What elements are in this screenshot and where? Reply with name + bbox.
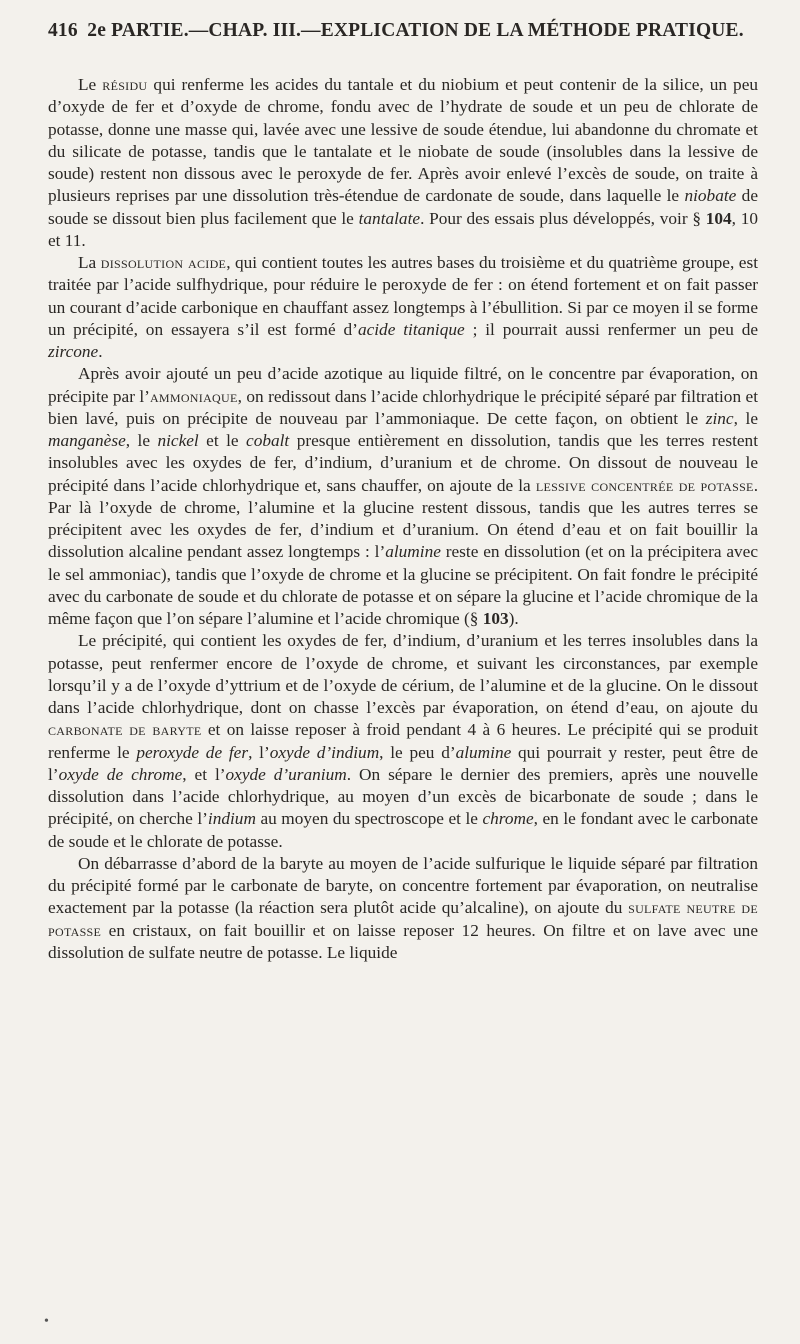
emphasis-text: chrome [482,809,534,829]
emphasis-text: zinc [705,408,734,428]
text-run: . Pour des essais plus développés, voir § [420,208,706,228]
text-run: et le [198,431,247,450]
emphasis-text: oxyde d’indium [269,742,380,762]
emphasis-text: résidu [102,75,148,94]
text-run: presque entièrement en dissolution, tandis que les terres restent insolubles avec les oxydes de fer, d’indium, d’uranium et de chrome. On dissout de nouveau le précipité dans l’acide chlorhydrique et, sans chauffer, on ajoute de la [48,431,758,495]
text-run: qui pourrait y rester, peut être de l’ [48,742,758,784]
text-run: , le peu d’ [379,742,456,762]
text-run: qui renferme les acides du tantale et du niobium et peut contenir de la silice, un peu d’oxyde de fer et d’oxyde de chrome, fondu avec de l’hydrate de soude et un peu de chlorate de potasse, donne une masse qui, lavée avec une lessive de soude étendue, lui abandonne du chromate et du silicate de potasse, tandis que le tantalate et le niobate de soude (insolubles dans la lessive de soude) restent non dissous avec le peroxyde de fer. Après avoir enlevé l’excès de soude, on traite à plusieurs reprises par une dissolution très-étendue de cardonate de soude, dans laquelle le [48,75,759,206]
emphasis-text: zircone [48,342,99,361]
text-run: , 10 et 11. [48,208,759,250]
emphasis-text: lessive concentrée de potasse [535,475,754,495]
emphasis-text: niobate [684,186,737,206]
text-run: . Par là l’oxyde de chrome, l’alumine et la glucine restent dissous, tandis que les autres terres se précipitent avec les oxydes de fer, d’indium et d’uranium. On étend d’eau et on fait bouillir la dissolution alcaline pendant assez longtemps : l’ [48,475,759,562]
text-run: , le [733,408,758,428]
emphasis-text: alumine [385,542,441,562]
text-run: reste en dissolution (et on la précipitera avec le sel ammoniac), tandis que l’oxyde de chrome et la glucine se précipitent. On fait fondre le précipité avec du carbonate de soude et du chlorate de potasse et on sépare la glucine et l’acide chromique de la même façon que l’on sépare l’alumine et l’acide chromique (§ [48,542,758,628]
header-title: 2e PARTIE.—CHAP. III.—EXPLICATION DE LA MÉTHODE PRATIQUE. [87,19,744,41]
text-run: La [78,253,101,272]
paragraph [48,630,758,853]
paragraph [48,853,758,964]
text-run: et on laisse reposer à froid pendant 4 à 6 heures. Le précipité qui se produit renferme le [48,720,758,762]
paragraph [48,74,758,252]
body-text [48,74,758,964]
text-run: On débarrasse d’abord de la baryte au moyen de l’acide sulfurique le liquide séparé par filtration du précipité formé par le carbonate de baryte, on concentre fortement par évaporation, on neutralise exactement par la potasse (la réaction sera plutôt acide qu’alcaline), on ajoute du [48,853,758,918]
text-run: Le [78,75,103,94]
text-run: , en le fondant avec le carbonate de soude et le chlorate de potasse. [48,809,758,851]
emphasis-text: acide titanique [357,319,465,339]
emphasis-text: manganèse [48,431,126,450]
text-run: ). [508,609,519,628]
text-run: Après avoir ajouté un peu d’acide azotique au liquide filtré, on le concentre par évaporation, on précipite par l’ [48,364,758,406]
bottom-mark-icon: • [44,1314,49,1329]
emphasis-text: peroxyde de fer [136,742,249,762]
emphasis-text: cobalt [246,431,290,450]
page [48,10,758,964]
page-number: 416 [48,19,78,41]
emphasis-text: indium [207,809,256,829]
emphasis-text: dissolution acide [100,253,227,272]
text-run: , l’ [248,742,270,762]
emphasis-text: carbonate de baryte [48,720,202,740]
running-header [48,10,744,50]
emphasis-text: alumine [455,742,512,762]
emphasis-text: sulfate neutre de potasse [48,898,758,940]
text-run: , on redissout dans l’acide chlorhydrique le précipité séparé par filtration et bien lavé, puis on précipite de nouveau par l’ammoniaque. De cette façon, on obtient le [48,386,758,428]
emphasis-text: oxyde d’uranium [225,764,347,784]
emphasis-text: 103 [482,609,509,628]
text-run: , qui contient toutes les autres bases du troisième et du quatrième groupe, est traitée par l’acide sulfhydrique, pour réduire le peroxyde de fer : on étend fortement et on fait passer un courant d’acide carbonique en chauffant assez longtemps à l’ébullition. Si par ce moyen il se forme un précipité, on essayera s’il est formé d’ [48,253,759,339]
text-run: . [98,342,103,361]
text-run: , et l’ [182,764,226,784]
text-run: . On sépare le dernier des premiers, après une nouvelle dissolution dans l’acide chlorhydrique, au moyen d’un excès de bicarbonate de soude ; dans le précipité, on cherche l’ [48,764,759,829]
text-run: , le [125,431,158,450]
text-run: Le précipité, qui contient les oxydes de fer, d’indium, d’uranium et les terres insolubles dans la potasse, peut renfermer encore de l’oxyde de chrome, et suivant les circonstances, par exemple lorsqu’il y a de l’oxyde d’yttrium et de l’oxyde de cérium, de l’alumine et de la glucine. On le dissout dans l’acide chlorhydrique, dont on chasse l’excès par évaporation, on étend d’eau, on ajoute du [48,631,758,717]
text-run: au moyen du spectroscope et le [255,809,483,829]
text-run: ; il pourrait aussi renfermer un peu de [464,319,759,339]
emphasis-text: tantalate [358,208,421,228]
emphasis-text: nickel [157,431,199,450]
text-run: de soude se dissout bien plus facilement que le [48,186,758,228]
emphasis-text: 104 [705,208,732,228]
emphasis-text: ammoniaque [149,386,238,406]
paragraph [48,363,758,630]
text-run: en cristaux, on fait bouillir et on laisse reposer 12 heures. On filtre et on lave avec une dissolution de sulfate neutre de potasse. Le liquide [48,920,758,962]
paragraph [48,252,758,363]
emphasis-text: oxyde de chrome [58,764,183,784]
